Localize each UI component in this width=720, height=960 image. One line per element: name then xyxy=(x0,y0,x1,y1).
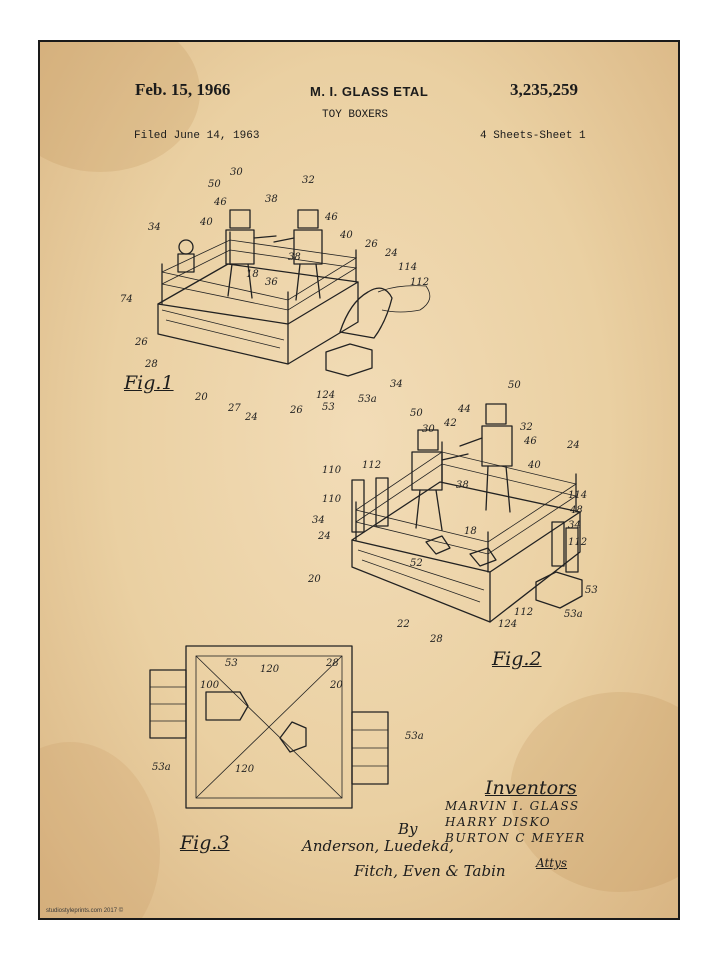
fig3-handle xyxy=(206,692,248,720)
reference-numeral: 53a xyxy=(564,609,583,620)
reference-numeral: 46 xyxy=(214,197,227,208)
patent-inventors-short: M. I. GLASS ETAL xyxy=(310,84,429,99)
reference-numeral: 44 xyxy=(458,404,471,415)
reference-numeral: 53 xyxy=(225,658,238,669)
reference-numeral: 34 xyxy=(568,520,581,531)
reference-numeral: 26 xyxy=(135,337,148,348)
reference-numeral: 36 xyxy=(265,277,278,288)
reference-numeral: 26 xyxy=(290,405,303,416)
reference-numeral: 38 xyxy=(288,252,301,263)
reference-numeral: 20 xyxy=(330,680,343,691)
reference-numeral: 50 xyxy=(508,380,521,391)
reference-numeral: 50 xyxy=(208,179,221,190)
reference-numeral: 40 xyxy=(528,460,541,471)
reference-numeral: 46 xyxy=(524,436,537,447)
reference-numeral: 28 xyxy=(326,658,339,669)
attorneys-line-1: Anderson, Luedeka, xyxy=(302,837,454,855)
reference-numeral: 53 xyxy=(585,585,598,596)
reference-numeral: 112 xyxy=(362,460,382,471)
reference-numeral: 34 xyxy=(148,222,161,233)
reference-numeral: 27 xyxy=(228,403,241,414)
reference-numeral: 20 xyxy=(308,574,321,585)
reference-numeral: 18 xyxy=(246,269,259,280)
inventor-name: HARRY DISKO xyxy=(445,815,552,829)
reference-numeral: 53 xyxy=(322,402,335,413)
reference-numeral: 24 xyxy=(567,440,580,451)
reference-numeral: 28 xyxy=(145,359,158,370)
reference-numeral: 24 xyxy=(385,248,398,259)
reference-numeral: 24 xyxy=(245,412,258,423)
reference-numeral: 114 xyxy=(398,262,418,273)
reference-numeral: 34 xyxy=(390,379,403,390)
reference-numeral: 124 xyxy=(316,390,336,401)
reference-numeral: 120 xyxy=(260,664,280,675)
reference-numeral: 40 xyxy=(200,217,213,228)
sheet-number: 4 Sheets-Sheet 1 xyxy=(480,130,586,142)
patent-title: TOY BOXERS xyxy=(322,109,389,121)
reference-numeral: 28 xyxy=(430,634,443,645)
figure-3-label: Fig.3 xyxy=(180,832,230,854)
fig2-controller-post xyxy=(566,528,578,572)
reference-numeral: 30 xyxy=(422,424,435,435)
fig2-controller-post xyxy=(552,522,564,566)
figure-2-drawing xyxy=(307,380,598,645)
reference-numeral: 112 xyxy=(568,537,588,548)
reference-numeral: 53a xyxy=(405,731,424,742)
attys-label: Attys xyxy=(536,856,568,870)
reference-numeral: 32 xyxy=(520,422,533,433)
reference-numeral: 50 xyxy=(410,408,423,419)
reference-numeral: 30 xyxy=(230,167,243,178)
reference-numeral: 110 xyxy=(322,494,342,505)
reference-numeral: 26 xyxy=(365,239,378,250)
patent-drawings xyxy=(40,42,680,920)
reference-numeral: 18 xyxy=(464,526,477,537)
filed-date: Filed June 14, 1963 xyxy=(134,130,260,142)
reference-numeral: 38 xyxy=(265,194,278,205)
reference-numeral: 52 xyxy=(410,558,423,569)
reference-numeral: 24 xyxy=(318,531,331,542)
watermark: studiostyleprints.com 2017 © xyxy=(46,908,124,914)
reference-numeral: 53a xyxy=(358,394,377,405)
inventors-heading: Inventors xyxy=(485,777,577,799)
patent-number: 3,235,259 xyxy=(510,80,578,99)
fig2-boxer2-head xyxy=(486,404,506,424)
figure-2-label: Fig.2 xyxy=(492,648,542,670)
fig1-boxer1-head xyxy=(230,210,250,228)
reference-numeral: 48 xyxy=(570,505,583,516)
reference-numeral: 34 xyxy=(312,515,325,526)
reference-numeral: 110 xyxy=(322,465,342,476)
reference-numeral: 100 xyxy=(200,680,220,691)
patent-sheet xyxy=(38,40,680,920)
reference-numeral: 42 xyxy=(444,418,457,429)
fig1-controller xyxy=(340,288,392,338)
patent-date: Feb. 15, 1966 xyxy=(135,80,231,99)
reference-numeral: 46 xyxy=(325,212,338,223)
fig1-boxer2-head xyxy=(298,210,318,228)
attorneys-line-2: Fitch, Even & Tabin xyxy=(354,862,506,880)
inventor-name: BURTON C MEYER xyxy=(445,831,586,845)
figure-1-label: Fig.1 xyxy=(124,372,174,394)
reference-numeral: 124 xyxy=(498,619,518,630)
fig2-boxer2-body xyxy=(482,426,512,466)
reference-numeral: 120 xyxy=(235,764,255,775)
reference-numeral: 74 xyxy=(120,294,133,305)
reference-numeral: 53a xyxy=(152,762,171,773)
inventor-name: MARVIN I. GLASS xyxy=(445,799,580,813)
reference-numeral: 20 xyxy=(195,392,208,403)
reference-numeral: 38 xyxy=(456,480,469,491)
reference-numeral: 114 xyxy=(568,490,588,501)
reference-numeral: 112 xyxy=(410,277,430,288)
reference-numeral: 32 xyxy=(302,175,315,186)
figure-3-drawing xyxy=(150,646,424,808)
by-label: By xyxy=(398,820,418,838)
reference-numeral: 112 xyxy=(514,607,534,618)
reference-numeral: 22 xyxy=(397,619,410,630)
reference-numeral: 40 xyxy=(340,230,353,241)
